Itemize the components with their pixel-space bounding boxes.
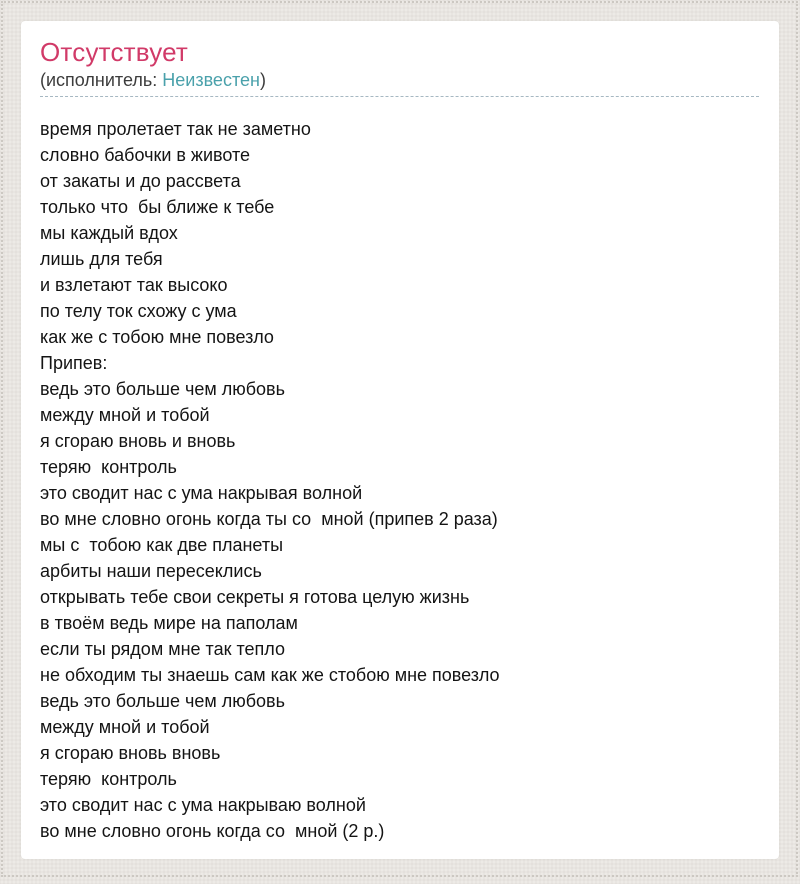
lyric-line: ведь это больше чем любовь (40, 379, 285, 399)
lyric-line: время пролетает так не заметно (40, 119, 311, 139)
artist-label-prefix: (исполнитель: (40, 70, 163, 90)
lyric-line: теряю контроль (40, 457, 177, 477)
lyric-line: это сводит нас с ума накрывая волной (40, 483, 363, 503)
lyric-line: во мне словно огонь когда ты со мной (припев 2 раза) (40, 509, 498, 529)
lyric-line: во мне словно огонь когда со мной (2 р.) (40, 821, 385, 841)
lyric-line: я сгораю вновь и вновь (40, 431, 236, 451)
lyric-line: словно бабочки в животе (40, 145, 251, 165)
lyric-line: ведь это больше чем любовь (40, 691, 285, 711)
lyric-line: если ты рядом мне так тепло (40, 639, 285, 659)
artist-line (40, 68, 759, 97)
lyric-line: между мной и тобой (40, 717, 210, 737)
lyrics-text (40, 116, 759, 844)
lyric-line: только что бы ближе к тебе (40, 197, 275, 217)
lyric-line: теряю контроль (40, 769, 177, 789)
lyric-line: это сводит нас с ума накрываю волной (40, 795, 366, 815)
lyrics-card (21, 21, 779, 859)
lyric-line: открывать тебе свои секреты я готова целую жизнь (40, 587, 470, 607)
artist-link[interactable]: Неизвестен (162, 70, 260, 90)
lyric-line: между мной и тобой (40, 405, 210, 425)
lyric-line: лишь для тебя (40, 249, 163, 269)
song-title: Отсутствует (40, 37, 189, 67)
lyric-line: я сгораю вновь вновь (40, 743, 221, 763)
lyric-line: не обходим ты знаешь сам как же стобою мне повезло (40, 665, 500, 685)
artist-label-suffix: ) (259, 70, 266, 90)
lyric-line: мы каждый вдох (40, 223, 178, 243)
lyric-line: как же с тобою мне повезло (40, 327, 274, 347)
lyric-line: мы с тобою как две планеты (40, 535, 284, 555)
lyric-line: от закаты и до рассвета (40, 171, 241, 191)
lyric-line: и взлетают так высоко (40, 275, 228, 295)
lyric-line: арбиты наши пересеклись (40, 561, 262, 581)
lyric-line: по телу ток схожу с ума (40, 301, 237, 321)
lyric-line: в твоём ведь мире на паполам (40, 613, 298, 633)
lyric-line: Припев: (40, 353, 108, 373)
